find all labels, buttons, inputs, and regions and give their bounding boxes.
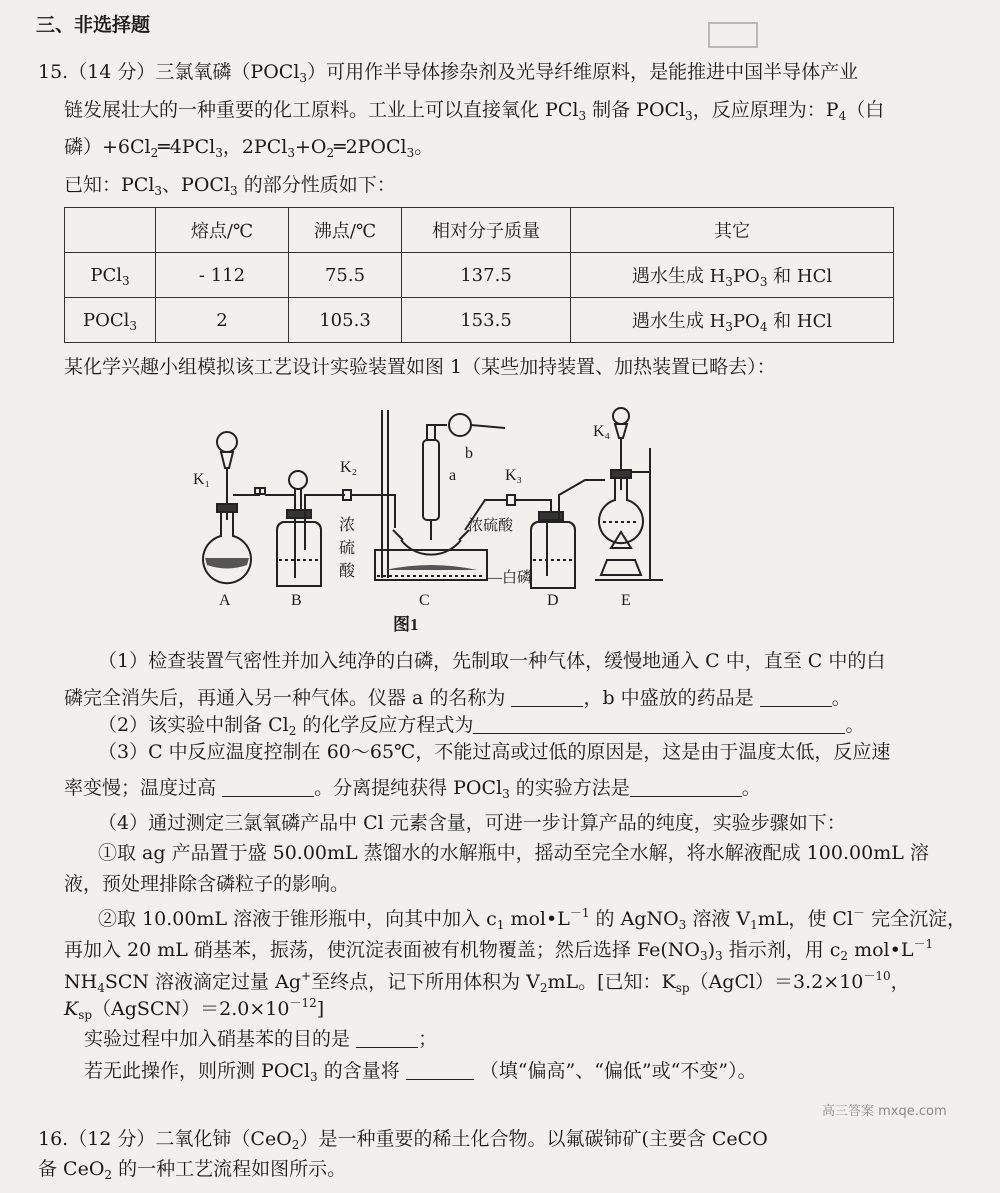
q15-intro-line2: 链发展壮大的一种重要的化工原料。工业上可以直接氧化 PCl$_3$ 制备 POCl$_3$，反应原理为：$P_4$（白 [64,99,885,123]
corner-mark [708,22,758,48]
table-cell-other: 遇水生成 $H_3PO_4$ 和 HCl [571,298,894,343]
label-conc-sulfuric-b-3: 酸 [339,563,356,580]
table-cell-name: PCl$_3$ [65,253,156,298]
table-row [65,298,894,343]
table-cell-mw: 153.5 [402,298,571,343]
drying-tube-b [449,414,471,436]
table-header-row [65,208,894,253]
q15-purpose-question: 实验过程中加入硝基苯的目的是 ； [84,1028,438,1050]
table-cell-mp: - 112 [156,253,289,298]
watermark: 高三答案 mxqe.com [822,1104,947,1119]
q15-intro-line1: 15.（14 分）三氯氧磷（POCl$_3$）可用作半导体掺杂剂及光导纤维原料，是能推进中国半导体产业 [38,61,859,85]
label-conc-sulfuric-d: 浓硫酸 [468,518,514,534]
setup-description: 某化学兴趣小组模拟该工艺设计实验装置如图 1（某些加持装置、加热装置已略去）： [64,356,776,378]
apparatus-a [203,432,265,583]
q15-step2-line3: $NH_4SCN$ 溶液滴定过量 Ag+至终点，记下所用体积为 $V_2mL$。[已知：$K_{sp}(AgCl)=3.2\times 10^{-10}$， [64,969,910,995]
q15-part1-line1: （1）检查装置气密性并加入纯净的白磷，先制取一种气体，缓慢地通入 C 中，直至 C 中的白 [98,650,886,672]
label-apparatus-d: D [547,592,559,609]
table-cell-mw: 137.5 [402,253,571,298]
apparatus-b [277,471,345,586]
table-cell-name: POCl$_3$ [65,298,156,343]
label-apparatus-e: E [621,592,631,609]
q15-step2-line1: ②取 10.00mL 溶液于锥形瓶中，向其中加入 $c_1$ $mol•L^{-1}$ 的 AgNO$_3$ 溶液 $V_1mL$，使 Cl－ 完全沉淀， [98,906,967,932]
apparatus-d [531,480,605,588]
answer-blank[interactable] [356,1029,418,1048]
table-header-cell: 其它 [571,208,894,253]
q15-part3-line1: （3）C 中反应温度控制在 60～65℃，不能过高或过低的原因是，这是由于温度太低，反应速 [98,741,891,763]
figure-caption: 图1 [393,615,419,634]
q15-part4: （4）通过测定三氯氧磷产品中 Cl 元素含量，可进一步计算产品的纯度，实验步骤如下： [98,812,846,834]
table-cell-bp: 105.3 [289,298,402,343]
table-cell-other: 遇水生成 $H_3PO_3$ 和 HCl [571,253,894,298]
label-apparatus-c: C [419,592,430,609]
answer-blank[interactable] [222,778,314,797]
table-cell-bp: 75.5 [289,253,402,298]
answer-blank[interactable] [511,688,583,707]
q15-part1-line2: 磷完全消失后，再通入另一种气体。仪器 a 的名称为 ，b 中盛放的药品是 。 [64,687,851,709]
q15-intro-line3: 磷）$+6Cl_2═4PCl_3$，$2PCl_3+O_2═2POCl_3$。 [64,136,434,160]
label-k3: K₃ [505,467,523,484]
q16-line2: 备 CeO$_2$ 的一种工艺流程如图所示。 [38,1158,347,1182]
label-k2: K₂ [340,459,358,476]
label-k1: K₁ [193,471,211,488]
table-header-cell: 相对分子质量 [402,208,571,253]
label-a: a [449,467,457,484]
known-properties-text: 已知：PCl$_3$、POCl$_3$ 的部分性质如下： [64,174,396,198]
q15-step2-line2: 再加入 20 mL 硝基苯，振荡，使沉淀表面被有机物覆盖；然后选择 $Fe(NO_3)_3$ 指示剂，用 $c_2$ $mol•L^{-1}$ [64,937,934,963]
label-conc-sulfuric-b-1: 浓 [339,517,356,534]
q15-step1-line2: 液，预处理排除含磷粒子的影响。 [64,873,350,895]
apparatus-figure [185,400,675,640]
answer-blank[interactable] [473,715,845,734]
table-header-cell [65,208,156,253]
q15-step1-line1: ①取 ag 产品置于盛 50.00mL 蒸馏水的水解瓶中，摇动至完全水解，将水解液配成 100.00mL 溶 [98,842,929,864]
valve-k3 [507,495,515,505]
section-title: 三、非选择题 [36,14,151,36]
label-white-phosphorus: —白磷 [487,570,533,586]
answer-blank[interactable] [760,688,832,707]
q15-part2: （2）该实验中制备 $Cl_2$ 的化学反应方程式为 。 [98,714,865,738]
properties-table [64,207,894,343]
answer-blank[interactable] [630,778,742,797]
table-row [65,253,894,298]
label-b: b [465,445,473,462]
label-apparatus-a: A [219,592,231,609]
answer-blank[interactable] [406,1061,474,1080]
label-k4: K₄ [593,423,611,440]
label-conc-sulfuric-b-2: 硫 [339,540,356,557]
q15-effect-question: 若无此操作，则所测 POCl$_3$ 的含量将 （填“偏高”、“偏低”或“不变”）。 [84,1060,757,1084]
label-apparatus-b: B [291,592,302,609]
table-cell-mp: 2 [156,298,289,343]
q15-part3-line2: 率变慢；温度过高 。分离提纯获得 POCl$_3$ 的实验方法是 。 [64,777,761,801]
q16-line1: 16.（12 分）二氧化铈（CeO$_2$）是一种重要的稀土化合物。以氟碳铈矿(主要含 CeCO [38,1128,768,1152]
table-header-cell: 熔点/℃ [156,208,289,253]
q15-step2-line4: $K_{sp}(AgSCN)=2.0\times 10^{-12}$] [64,996,325,1022]
table-header-cell: 沸点/℃ [289,208,402,253]
